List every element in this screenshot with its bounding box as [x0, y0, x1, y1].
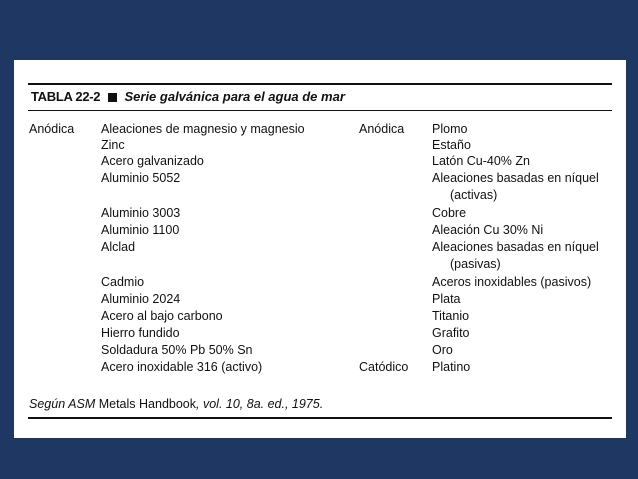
table-number: TABLA 22-2: [31, 89, 101, 104]
square-bullet-icon: [108, 93, 117, 102]
right-item: Cobre: [432, 206, 467, 220]
source-details: , vol. 10, 8a. ed., 1975.: [196, 397, 324, 411]
right-item: Aleaciones basadas en níquel: [432, 171, 599, 185]
right-item: Plata: [432, 292, 461, 306]
right-item: Oro: [432, 343, 453, 357]
left-item: Aleaciones de magnesio y magnesio: [101, 122, 305, 136]
top-rule: [28, 83, 612, 85]
left-item: Aluminio 5052: [101, 171, 181, 185]
right-item: Aleaciones basadas en níquel: [432, 240, 599, 254]
right-item: Plomo: [432, 122, 468, 136]
right-item: Platino: [432, 360, 471, 374]
left-item: Acero inoxidable 316 (activo): [101, 360, 263, 374]
left-item: Acero al bajo carbono: [101, 309, 223, 323]
right-item: Estaño: [432, 138, 471, 152]
source-title: Metals Handbook: [95, 397, 197, 411]
right-item: Aleación Cu 30% Ni: [432, 223, 544, 237]
source-prefix: Según ASM: [29, 397, 96, 411]
bottom-rule: [28, 417, 612, 419]
left-label-anodic: Anódica: [29, 122, 75, 136]
right-item-continuation: (activas): [450, 188, 498, 202]
left-item: Aluminio 2024: [101, 292, 181, 306]
header-rule: [28, 110, 612, 111]
right-item: Titanio: [432, 309, 470, 323]
left-item: Alclad: [101, 240, 136, 254]
left-item: Acero galvanizado: [101, 154, 204, 168]
left-item: Cadmio: [101, 275, 145, 289]
left-item: Aluminio 3003: [101, 206, 181, 220]
right-item-continuation: (pasivas): [450, 257, 501, 271]
left-item: Hierro fundido: [101, 326, 180, 340]
table-caption: Serie galvánica para el agua de mar: [124, 89, 345, 104]
table-card: [14, 60, 626, 438]
table-source-note: [29, 397, 323, 411]
left-item: Soldadura 50% Pb 50% Sn: [101, 343, 253, 357]
right-item: Grafito: [432, 326, 470, 340]
left-item: Aluminio 1100: [101, 223, 180, 237]
right-item: Aceros inoxidables (pasivos): [432, 275, 592, 289]
right-item: Latón Cu-40% Zn: [432, 154, 530, 168]
left-item: Zinc: [101, 138, 125, 152]
right-label-anodic: Anódica: [359, 122, 405, 136]
right-label-cathodic: Catódico: [359, 360, 409, 374]
table-title: [31, 89, 345, 104]
